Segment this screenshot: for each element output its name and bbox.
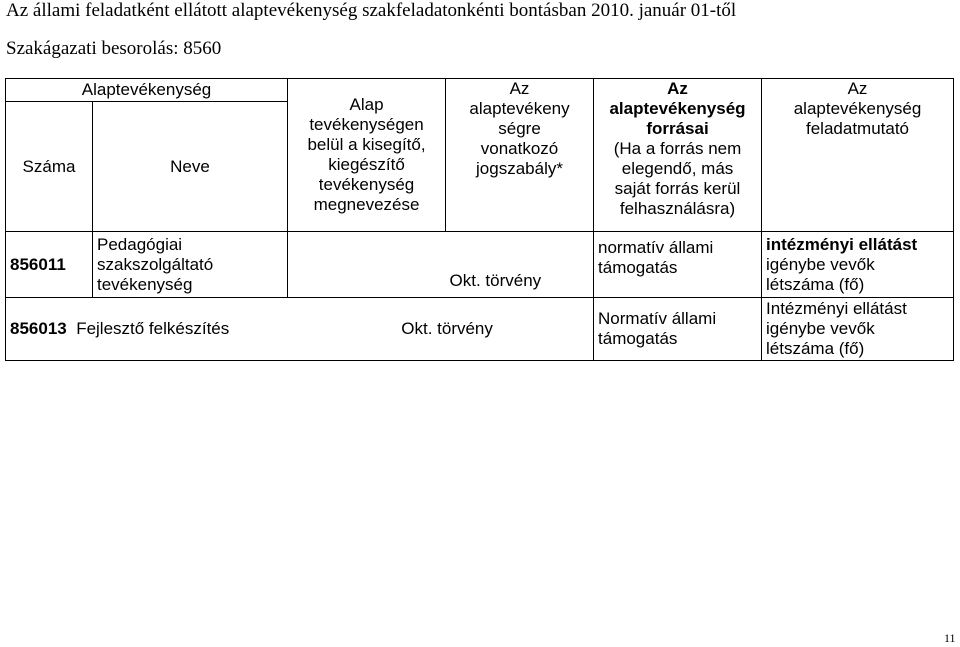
- header-forrasai: Az alaptevékenység forrásai (Ha a forrás nem elegendő, más saját forrás kerül felhasználásra): [594, 79, 762, 232]
- header-jogszabaly: Az alaptevékeny ségre vonatkozó jogszabály*: [446, 79, 594, 232]
- table-row: [6, 232, 954, 298]
- row-alap: [288, 232, 446, 298]
- activity-table: [5, 78, 954, 361]
- table-row: [6, 298, 954, 361]
- row-mutato: intézményi ellátást igénybe vevők létszáma (fő): [762, 232, 954, 298]
- row-forras: normatív állami támogatás: [594, 232, 762, 298]
- row-forras: Normatív állami támogatás: [594, 298, 762, 361]
- row-mutato: Intézményi ellátást igénybe vevők létszáma (fő): [762, 298, 954, 361]
- header-szama: Száma: [6, 102, 93, 232]
- row-szama-neve: 856013 Fejlesztő felkészítés Okt. törvény: [6, 298, 594, 361]
- header-alaptevekenyseg: Alaptevékenység: [6, 79, 288, 102]
- header-feladatmutato: Az alaptevékenység feladatmutató: [762, 79, 954, 232]
- row-neve: Pedagógiai szakszolgáltató tevékenység: [93, 232, 288, 298]
- page-number: 11: [944, 631, 956, 645]
- header-neve: Neve: [93, 102, 288, 232]
- page-subtitle: Szakágazati besorolás: 8560: [6, 38, 222, 59]
- header-alap-tevekenyseg: Alap tevékenységen belül a kisegítő, kiegészítő tevékenység megnevezése: [288, 79, 446, 232]
- row-jogszabaly: Okt. törvény: [446, 232, 594, 298]
- page-title: Az állami feladatként ellátott alaptevékenység szakfeladatonkénti bontásban 2010. január 01-től: [6, 0, 737, 21]
- row-szama: 856011: [6, 232, 93, 298]
